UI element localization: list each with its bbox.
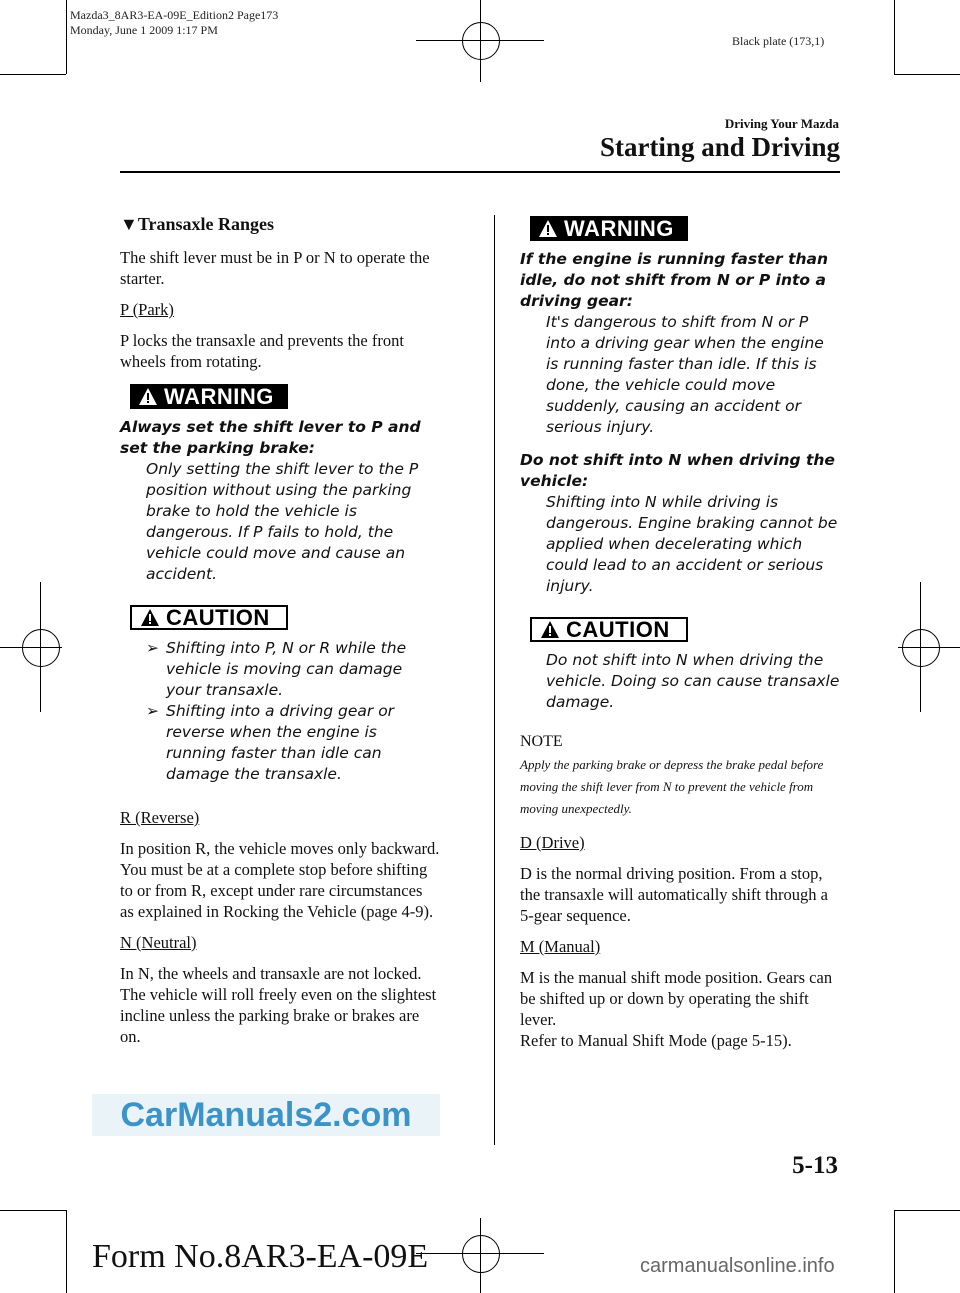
caution-badge — [530, 617, 688, 642]
warning-body: Only setting the shift lever to the P position without using the parking brake to hold the vehicle is dangerous. If P fails to hold, the vehicle could move and cause an accident. — [146, 460, 419, 583]
drive-text: D is the normal driving position. From a stop, the transaxle will automatically shift through a 5-gear sequence. — [520, 864, 828, 925]
section-label: Driving Your Mazda — [724, 116, 839, 131]
neutral-title: N (Neutral) — [120, 933, 197, 952]
heading-text: Transaxle Ranges — [137, 214, 274, 234]
park-title: P (Park) — [120, 300, 174, 319]
warning-badge — [530, 216, 688, 241]
reverse-title: R (Reverse) — [120, 808, 200, 827]
manual-reference: Refer to Manual Shift Mode (page 5-15). — [520, 1031, 792, 1050]
caution-badge-label: CAUTION — [166, 605, 270, 630]
neutral-text: In N, the wheels and transaxle are not locked. The vehicle will roll freely even on the slightest incline unless the parking brake or brakes are on. — [120, 964, 437, 1046]
black-plate-label: Black plate (173,1) — [732, 34, 825, 48]
warning-lead: If the engine is running faster than idle, do not shift from N or P into a driving gear: — [520, 250, 829, 310]
warning-badge — [130, 384, 288, 409]
section-title: Starting and Driving — [599, 132, 840, 162]
page-number: 5-13 — [792, 1152, 838, 1179]
caution-box-2 — [520, 615, 840, 713]
reverse-text: In position R, the vehicle moves only backward. You must be at a complete stop before shifting to or from R, except under rare circumstances as explained in Rocking the Vehicle (page 4-9). — [120, 839, 440, 921]
print-info — [70, 8, 278, 38]
warning-body: Shifting into N while driving is dangerous. Engine braking cannot be applied when decelerating which could lead to an accident or serious injury. — [546, 493, 838, 595]
header-rule — [120, 171, 840, 173]
caution-bullet-text: Shifting into P, N or R while the vehicle is moving can damage your transaxle. — [166, 639, 407, 699]
warning-body: It's dangerous to shift from N or P into a driving gear when the engine is running faster than idle. If this is done, the vehicle could move suddenly, causing an accident or serious injury. — [546, 313, 824, 436]
caution-bullet-text: Shifting into a driving gear or reverse when the engine is running faster than idle can damage the transaxle. — [166, 702, 395, 783]
caution-body: Do not shift into N when driving the vehicle. Doing so can cause transaxle damage. — [546, 651, 840, 711]
warning-badge-label: WARNING — [564, 216, 674, 241]
watermark-logo: CarManuals2.com — [92, 1094, 440, 1136]
site-watermark: carmanualsonline.info — [640, 1255, 835, 1277]
caution-bullet — [120, 638, 440, 701]
warning-box-2 — [520, 214, 840, 597]
warning-lead: Do not shift into N when driving the vehicle: — [520, 451, 835, 490]
print-file-name: Mazda3_8AR3-EA-09E_Edition2 Page173 — [70, 8, 279, 22]
caution-icon — [540, 620, 560, 640]
subsection-heading — [120, 214, 440, 235]
triangle-down-icon: ▼ — [120, 214, 138, 234]
arrow-bullet-icon: ➢ — [146, 639, 159, 657]
drive-title: D (Drive) — [520, 833, 585, 852]
note-label: NOTE — [520, 733, 563, 750]
warning-icon — [538, 219, 558, 239]
park-text: P locks the transaxle and prevents the front wheels from rotating. — [120, 331, 404, 371]
note-text: Apply the parking brake or depress the brake pedal before moving the shift lever from N to prevent the vehicle from moving unexpectedly. — [520, 757, 824, 816]
warning-badge-label: WARNING — [164, 384, 274, 409]
caution-badge — [130, 605, 288, 630]
column-divider — [494, 215, 495, 1145]
warning-icon — [138, 387, 158, 407]
right-column — [520, 214, 840, 1061]
warning-box-1 — [120, 382, 440, 585]
caution-box-1 — [120, 603, 440, 785]
arrow-bullet-icon: ➢ — [146, 702, 159, 720]
manual-title: M (Manual) — [520, 937, 601, 956]
caution-icon — [140, 608, 160, 628]
caution-bullet — [120, 701, 440, 785]
intro-text: The shift lever must be in P or N to operate the starter. — [120, 248, 430, 288]
caution-badge-label: CAUTION — [566, 617, 670, 642]
print-date: Monday, June 1 2009 1:17 PM — [70, 23, 218, 37]
form-number: Form No.8AR3-EA-09E — [92, 1238, 429, 1275]
manual-text: M is the manual shift mode position. Gears can be shifted up or down by operating the shift lever. — [520, 968, 833, 1029]
warning-lead: Always set the shift lever to P and set the parking brake: — [120, 418, 421, 457]
left-column — [120, 214, 440, 1057]
